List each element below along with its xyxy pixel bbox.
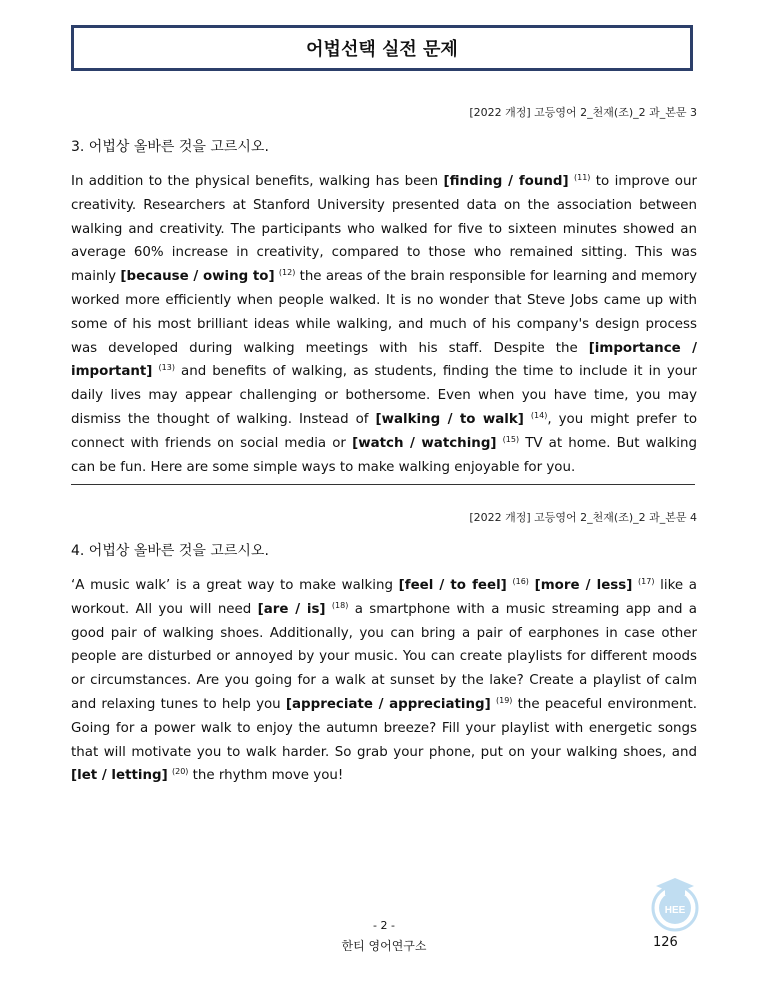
passage-text: the peaceful environment. Going for a power walk to enjoy the autumn breeze? Fill your playlist with energetic songs that will motivate you to walk harder. So grab your phone, put on your walking shoes, and bbox=[71, 696, 698, 760]
answer-choice: [finding / found] bbox=[443, 174, 569, 189]
passage-text: In addition to the physical benefits, walking has been bbox=[71, 174, 444, 189]
passage-text: like a workout. All you will need bbox=[71, 578, 697, 617]
item-number: (14) bbox=[530, 410, 548, 420]
item-number: (17) bbox=[638, 577, 655, 586]
answer-choice: [feel / to feel] bbox=[398, 578, 507, 593]
answer-choice: [because / owing to] bbox=[120, 269, 275, 285]
passage-text bbox=[524, 412, 531, 427]
passage-text: the rhythm move you! bbox=[188, 768, 344, 784]
item-number: (13) bbox=[158, 363, 175, 373]
answer-choice: [importance / important] bbox=[71, 340, 698, 380]
item-number: (12) bbox=[278, 268, 296, 278]
answer-choice: [are / is] bbox=[257, 601, 326, 617]
q3-source: [2022 개정] 고등영어 2_천재(조)_2 과_본문 3 bbox=[469, 106, 697, 119]
page-title-box bbox=[71, 25, 693, 71]
passage-text: ‘A music walk’ is a great way to make walking bbox=[71, 578, 399, 593]
publisher-name: 한티 영어연구소 bbox=[341, 939, 427, 953]
logo-text: HEE bbox=[664, 905, 686, 916]
answer-choice: [watch / watching] bbox=[352, 435, 497, 451]
page-count: 126 bbox=[653, 935, 678, 950]
q4-prompt: 4. 어법상 올바른 것을 고르시오. bbox=[71, 543, 269, 559]
answer-choice: [walking / to walk] bbox=[375, 411, 524, 427]
passage-text: TV at home. But walking can be fun. Here are some simple ways to make walking enjoyable for you. bbox=[71, 435, 697, 475]
passage-text: a smartphone with a music streaming app and a good pair of walking shoes. Additionally, you can bring a pair of earphones in case other people are disturbed or annoyed by your music. You can create playlists for different moods or circumstances. Are you going for a walk at sunset by the lake? Create a playlist of calm and relaxing tunes to help you bbox=[71, 601, 697, 712]
page-title: 어법선택 실전 문제 bbox=[306, 39, 458, 60]
section-divider bbox=[71, 484, 695, 485]
passage-text: and benefits of walking, as students, finding the time to include it in your daily lives may appear challenging or bothersome. Even when you have time, you may dismiss the thought of walking. Instead of bbox=[71, 364, 697, 427]
item-number: (11) bbox=[574, 173, 591, 182]
answer-choice: [appreciate / appreciating] bbox=[285, 696, 491, 712]
page-number: - 2 - bbox=[373, 919, 395, 932]
q4-passage bbox=[71, 574, 697, 788]
item-number: (16) bbox=[512, 577, 529, 586]
q3-passage bbox=[71, 170, 697, 479]
item-number: (18) bbox=[331, 600, 349, 610]
item-number: (15) bbox=[502, 434, 520, 444]
answer-choice: [more / less] bbox=[534, 578, 633, 593]
item-number: (19) bbox=[495, 695, 513, 705]
item-number: (20) bbox=[171, 767, 189, 777]
q4-source: [2022 개정] 고등영어 2_천재(조)_2 과_본문 4 bbox=[469, 511, 697, 524]
answer-choice: [let / letting] bbox=[71, 768, 168, 784]
q3-prompt: 3. 어법상 올바른 것을 고르시오. bbox=[71, 139, 269, 155]
passage-text: , you might prefer to connect with friends on social media or bbox=[71, 411, 698, 451]
passage-text: the areas of the brain responsible for learning and memory worked more efficiently when people walked. It is no wonder that Steve Jobs came up with some of his most brilliant ideas while walking, and much of his company's design process was developed during walking meetings with his staff. Despite the bbox=[71, 269, 697, 356]
passage-text: to improve our creativity. Researchers at Stanford University presented data on the association between walking and creativity. The participants who walked for five to sixteen minutes showed an average 60% increase in creativity, compared to those who remained sitting. This was mainly bbox=[71, 174, 697, 285]
